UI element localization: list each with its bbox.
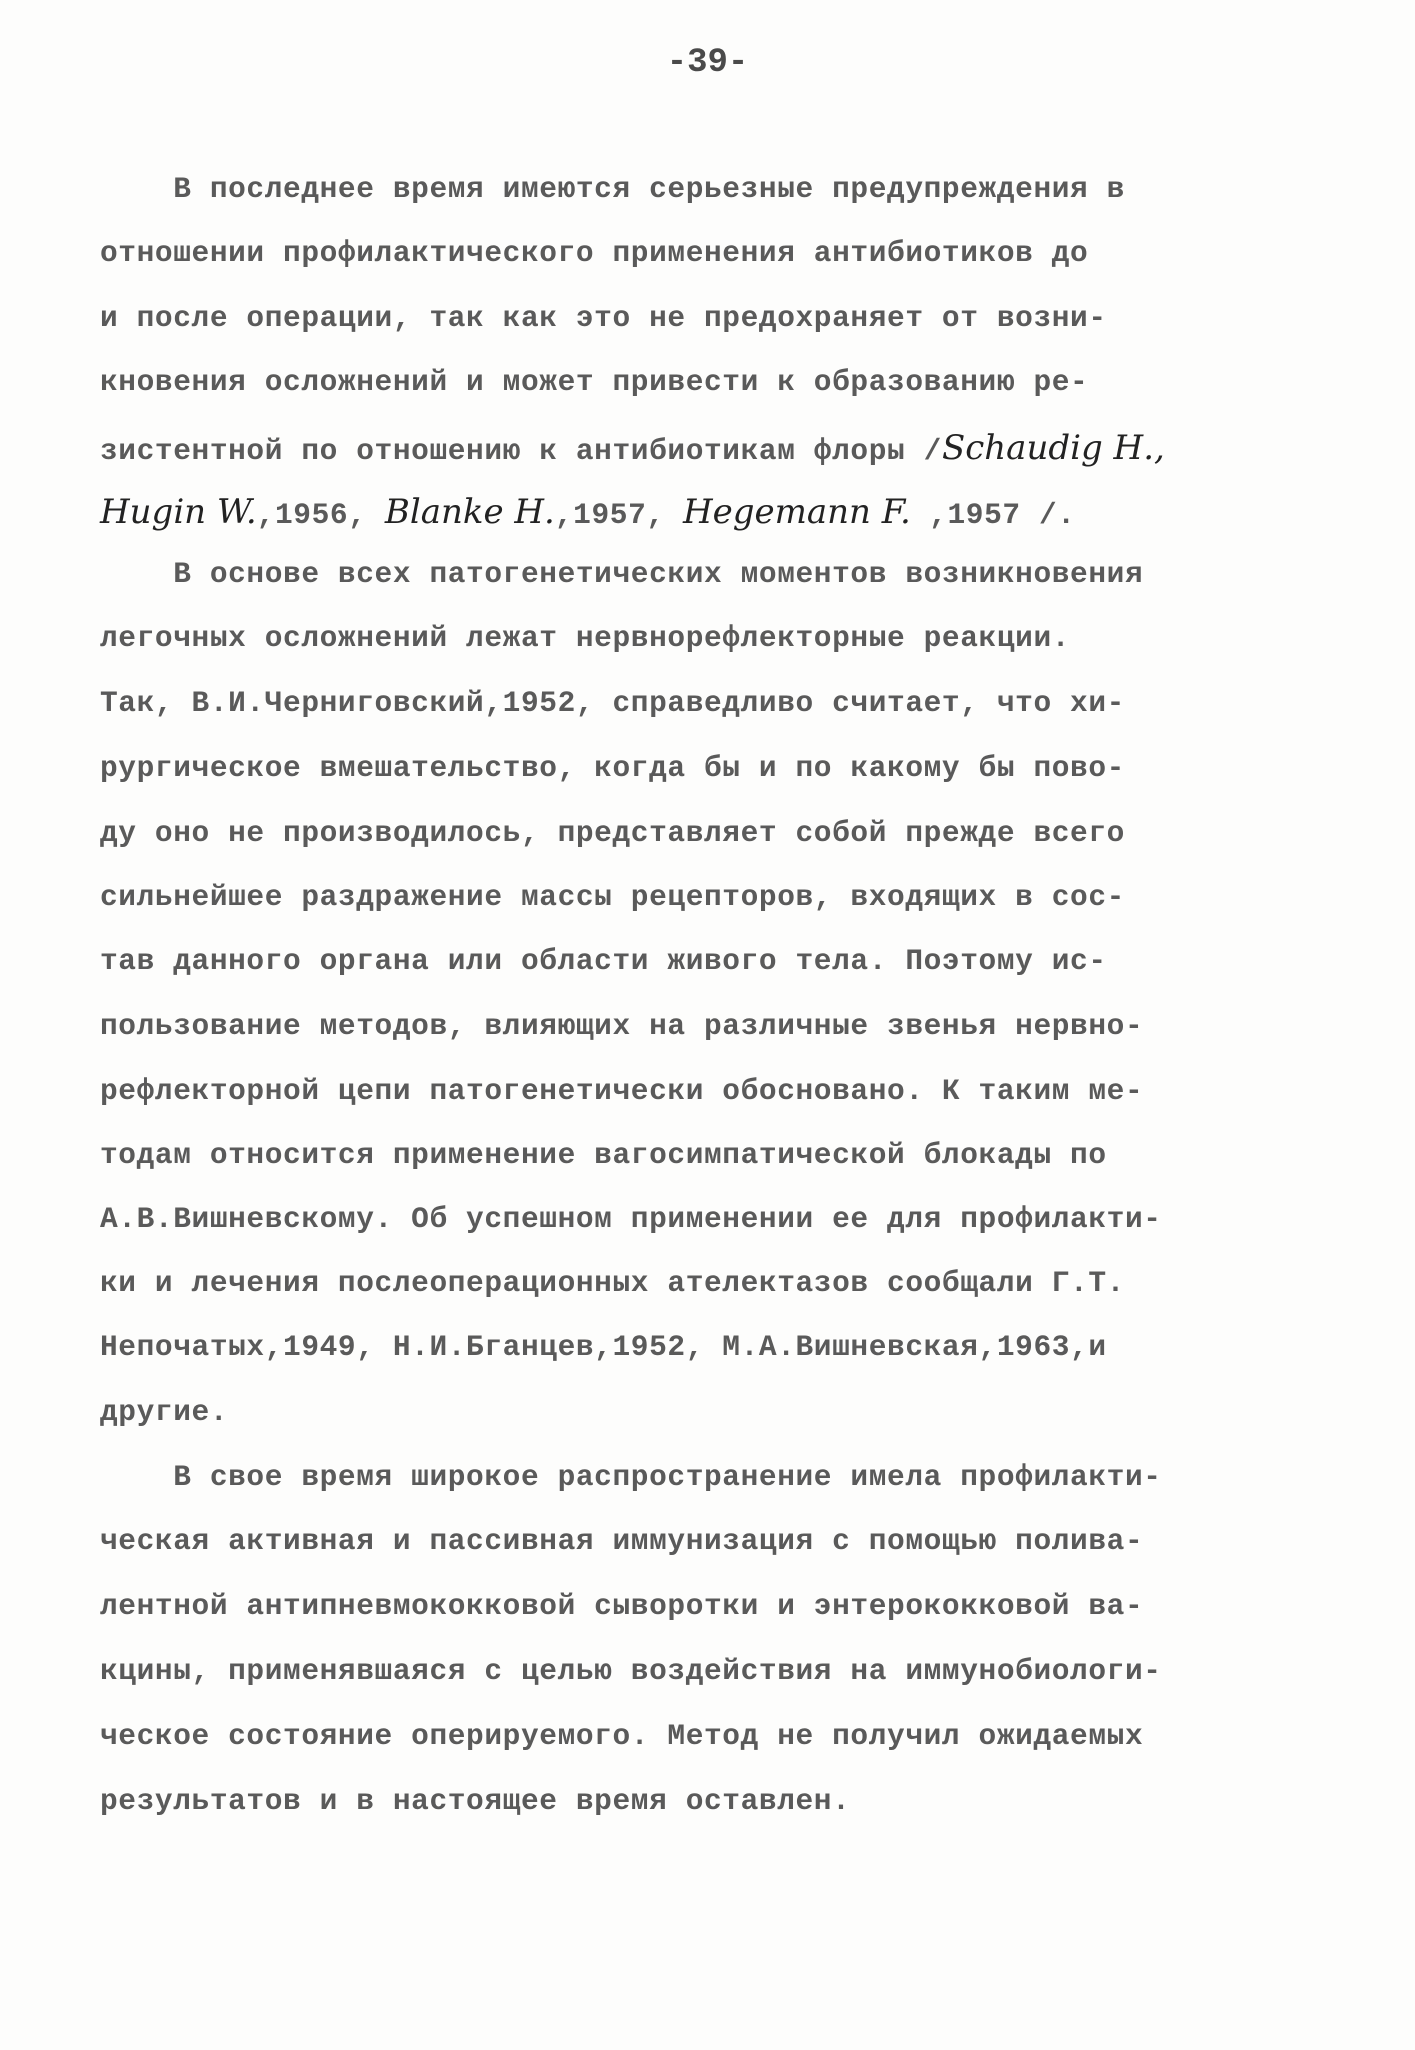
handwritten-citation: Schaudig H., xyxy=(941,428,1165,468)
text-line: легочных осложнений лежат нервнорефлекторные реакции. xyxy=(100,621,1071,655)
text-segment: зистентной по отношению к антибиотикам флоры / xyxy=(100,434,942,468)
text-line: сильнейшее раздражение массы рецепторов, входящих в сос- xyxy=(100,880,1125,914)
text-line: отношении профилактического применения антибиотиков до xyxy=(100,236,1089,270)
text-line: и после операции, так как это не предохраняет от возни- xyxy=(100,301,1107,335)
citation-year: ,1957, xyxy=(554,498,683,532)
text-line: тодам относится применение вагосимпатической блокады по xyxy=(100,1138,1107,1172)
citation-line xyxy=(100,492,1076,532)
text-line: В свое время широкое распространение имела профилакти- xyxy=(100,1460,1162,1494)
text-line-with-citation xyxy=(100,428,1165,468)
page-number: -39- xyxy=(666,44,749,82)
text-line: лентной антипневмококковой сыворотки и энтерококковой ва- xyxy=(100,1589,1144,1623)
text-line: ческая активная и пассивная иммунизация с помощью полива- xyxy=(100,1524,1144,1558)
text-line: кновения осложнений и может привести к образованию ре- xyxy=(100,365,1089,399)
text-line: тав данного органа или области живого тела. Поэтому ис- xyxy=(100,944,1107,978)
text-line: ки и лечения послеоперационных ателектазов сообщали Г.Т. xyxy=(100,1266,1125,1300)
text-line: ду оно не производилось, представляет собой прежде всего xyxy=(100,816,1125,850)
text-line: А.В.Вишневскому. Об успешном применении ее для профилакти- xyxy=(100,1202,1162,1236)
text-line: рургическое вмешательство, когда бы и по какому бы пово- xyxy=(100,751,1125,785)
handwritten-author: Hugin W. xyxy=(100,492,257,532)
text-line: Непочатых,1949, Н.И.Бганцев,1952, М.А.Вишневская,1963,и xyxy=(100,1330,1107,1364)
citation-year: ,1957 /. xyxy=(910,498,1076,532)
text-line: ческое состояние оперируемого. Метод не получил ожидаемых xyxy=(100,1719,1144,1753)
handwritten-author: Blanke H. xyxy=(384,492,555,532)
handwritten-author: Hegemann F. xyxy=(682,492,911,532)
text-line: результатов и в настоящее время оставлен. xyxy=(100,1784,851,1818)
text-line: В основе всех патогенетических моментов возникновения xyxy=(100,557,1144,591)
text-line: другие. xyxy=(100,1395,229,1429)
text-line: пользование методов, влияющих на различные звенья нервно- xyxy=(100,1009,1144,1043)
text-line: рефлекторной цепи патогенетически обосновано. К таким ме- xyxy=(100,1074,1144,1108)
text-line: В последнее время имеются серьезные предупреждения в xyxy=(100,172,1125,206)
text-line: Так, В.И.Черниговский,1952, справедливо считает, что хи- xyxy=(100,686,1125,720)
text-line: кцины, применявшаяся с целью воздействия на иммунобиологи- xyxy=(100,1654,1162,1688)
citation-year: ,1956, xyxy=(256,498,385,532)
